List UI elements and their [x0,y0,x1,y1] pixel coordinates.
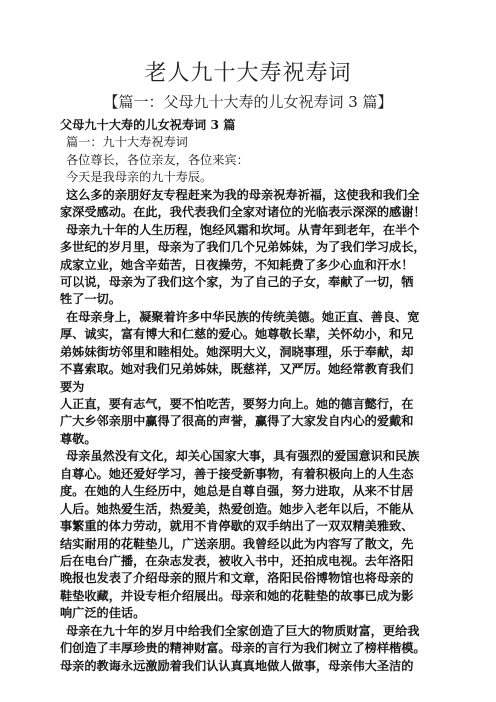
text-line: 家深受感动。在此，我代表我们全家对诸位的光临表示深深的感谢！ [60,205,426,220]
text-line: 要为 [60,379,85,394]
text-line: 鞋垫收藏，并设专柜介绍展出。母亲和她的花鞋垫的故事已成为影 [60,588,414,603]
document-body [60,117,448,675]
text-line: 多世纪的岁月里，母亲为了我们几个兄弟姊妹，为了我们学习成长， [60,240,426,255]
text-line: 今天是我母亲的九十寿辰。 [66,170,213,185]
text-line: 响广泛的佳话。 [60,606,146,621]
text-line: 弟姊妹街坊邻里和睦相处。她深明大义，洞晓事理，乐于奉献，却 [60,344,414,359]
text-line: 母亲的教诲永远激励着我们认认真真地做人做事，母亲伟大圣洁的 [60,658,414,673]
text-line: 不喜索取。她对我们兄弟姊妹，既慈祥，又严厉。她经常教育我们 [60,362,414,377]
text-line: 成家立业，她含辛茹苦，日夜操劳，不知耗费了多少心血和汗水！ [60,257,414,272]
text-line: 篇一：九十大寿祝寿词 [66,135,188,150]
text-line: 母亲九十年的人生历程，饱经风霜和坎坷。从青年到老年，在半个 [66,222,420,237]
text-line: 人后。她热爱生活，热爱美，热爱创造。她步入老年以后，不能从 [60,501,414,516]
text-line: 可以说，母亲为了我们这个家，为了自己的子女，奉献了一切，牺 [60,274,414,289]
document-title: 老人九十大寿祝寿词 [144,61,352,86]
text-line: 尊敬。 [60,431,97,446]
text-line: 人正直，要有志气，要不怕吃苦，要努力向上。她的德言懿行，在 [60,397,414,411]
document-subtitle: 【篇一：父母九十大寿的儿女祝寿词 3 篇】 [103,93,393,111]
text-line: 父母九十大寿的儿女祝寿词 3 篇 [60,118,236,132]
text-line: 自尊心。她还爱好学习，善于接受新事物，有着积极向上的人生态 [60,466,414,481]
text-line: 这么多的亲朋好友专程赶来为我的母亲祝寿祈福，这使我和我们全 [66,187,420,202]
text-line: 度。在她的人生经历中，她总是自尊自强，努力进取，从来不甘居 [60,484,414,499]
text-line: 各位尊长，各位亲友，各位来宾： [66,152,249,167]
text-line: 母亲在九十年的岁月中给我们全家创造了巨大的物质财富，更给我 [66,623,420,638]
text-line: 结实耐用的花鞋垫儿，广送亲朋。我曾经以此为内容写了散文，先 [60,536,414,551]
text-line: 在母亲身上，凝聚着许多中华民族的传统美德。她正直、善良、宽 [66,309,420,324]
text-line: 厚、诚实，富有博大和仁慈的爱心。她尊敬长辈，关怀幼小，和兄 [60,327,414,342]
text-line: 晚报也发表了介绍母亲的照片和文章，洛阳民俗博物馆也将母亲的 [60,571,414,586]
text-line: 后在电台广播，在杂志发表，被收入书中，还拍成电视。去年洛阳 [60,553,414,568]
text-line: 事繁重的体力劳动，就用不肯停歇的双手纳出了一双双精美雅致、 [60,519,414,534]
text-line: 母亲虽然没有文化，却关心国家大事，具有强烈的爱国意识和民族 [66,449,420,464]
text-line: 们创造了丰厚珍贵的精神财富。母亲的言行为我们树立了榜样楷模。 [60,641,426,656]
text-line: 牲了一切。 [60,292,121,307]
text-line: 广大乡邻亲朋中赢得了很高的声誉，赢得了大家发自内心的爱戴和 [60,414,414,429]
